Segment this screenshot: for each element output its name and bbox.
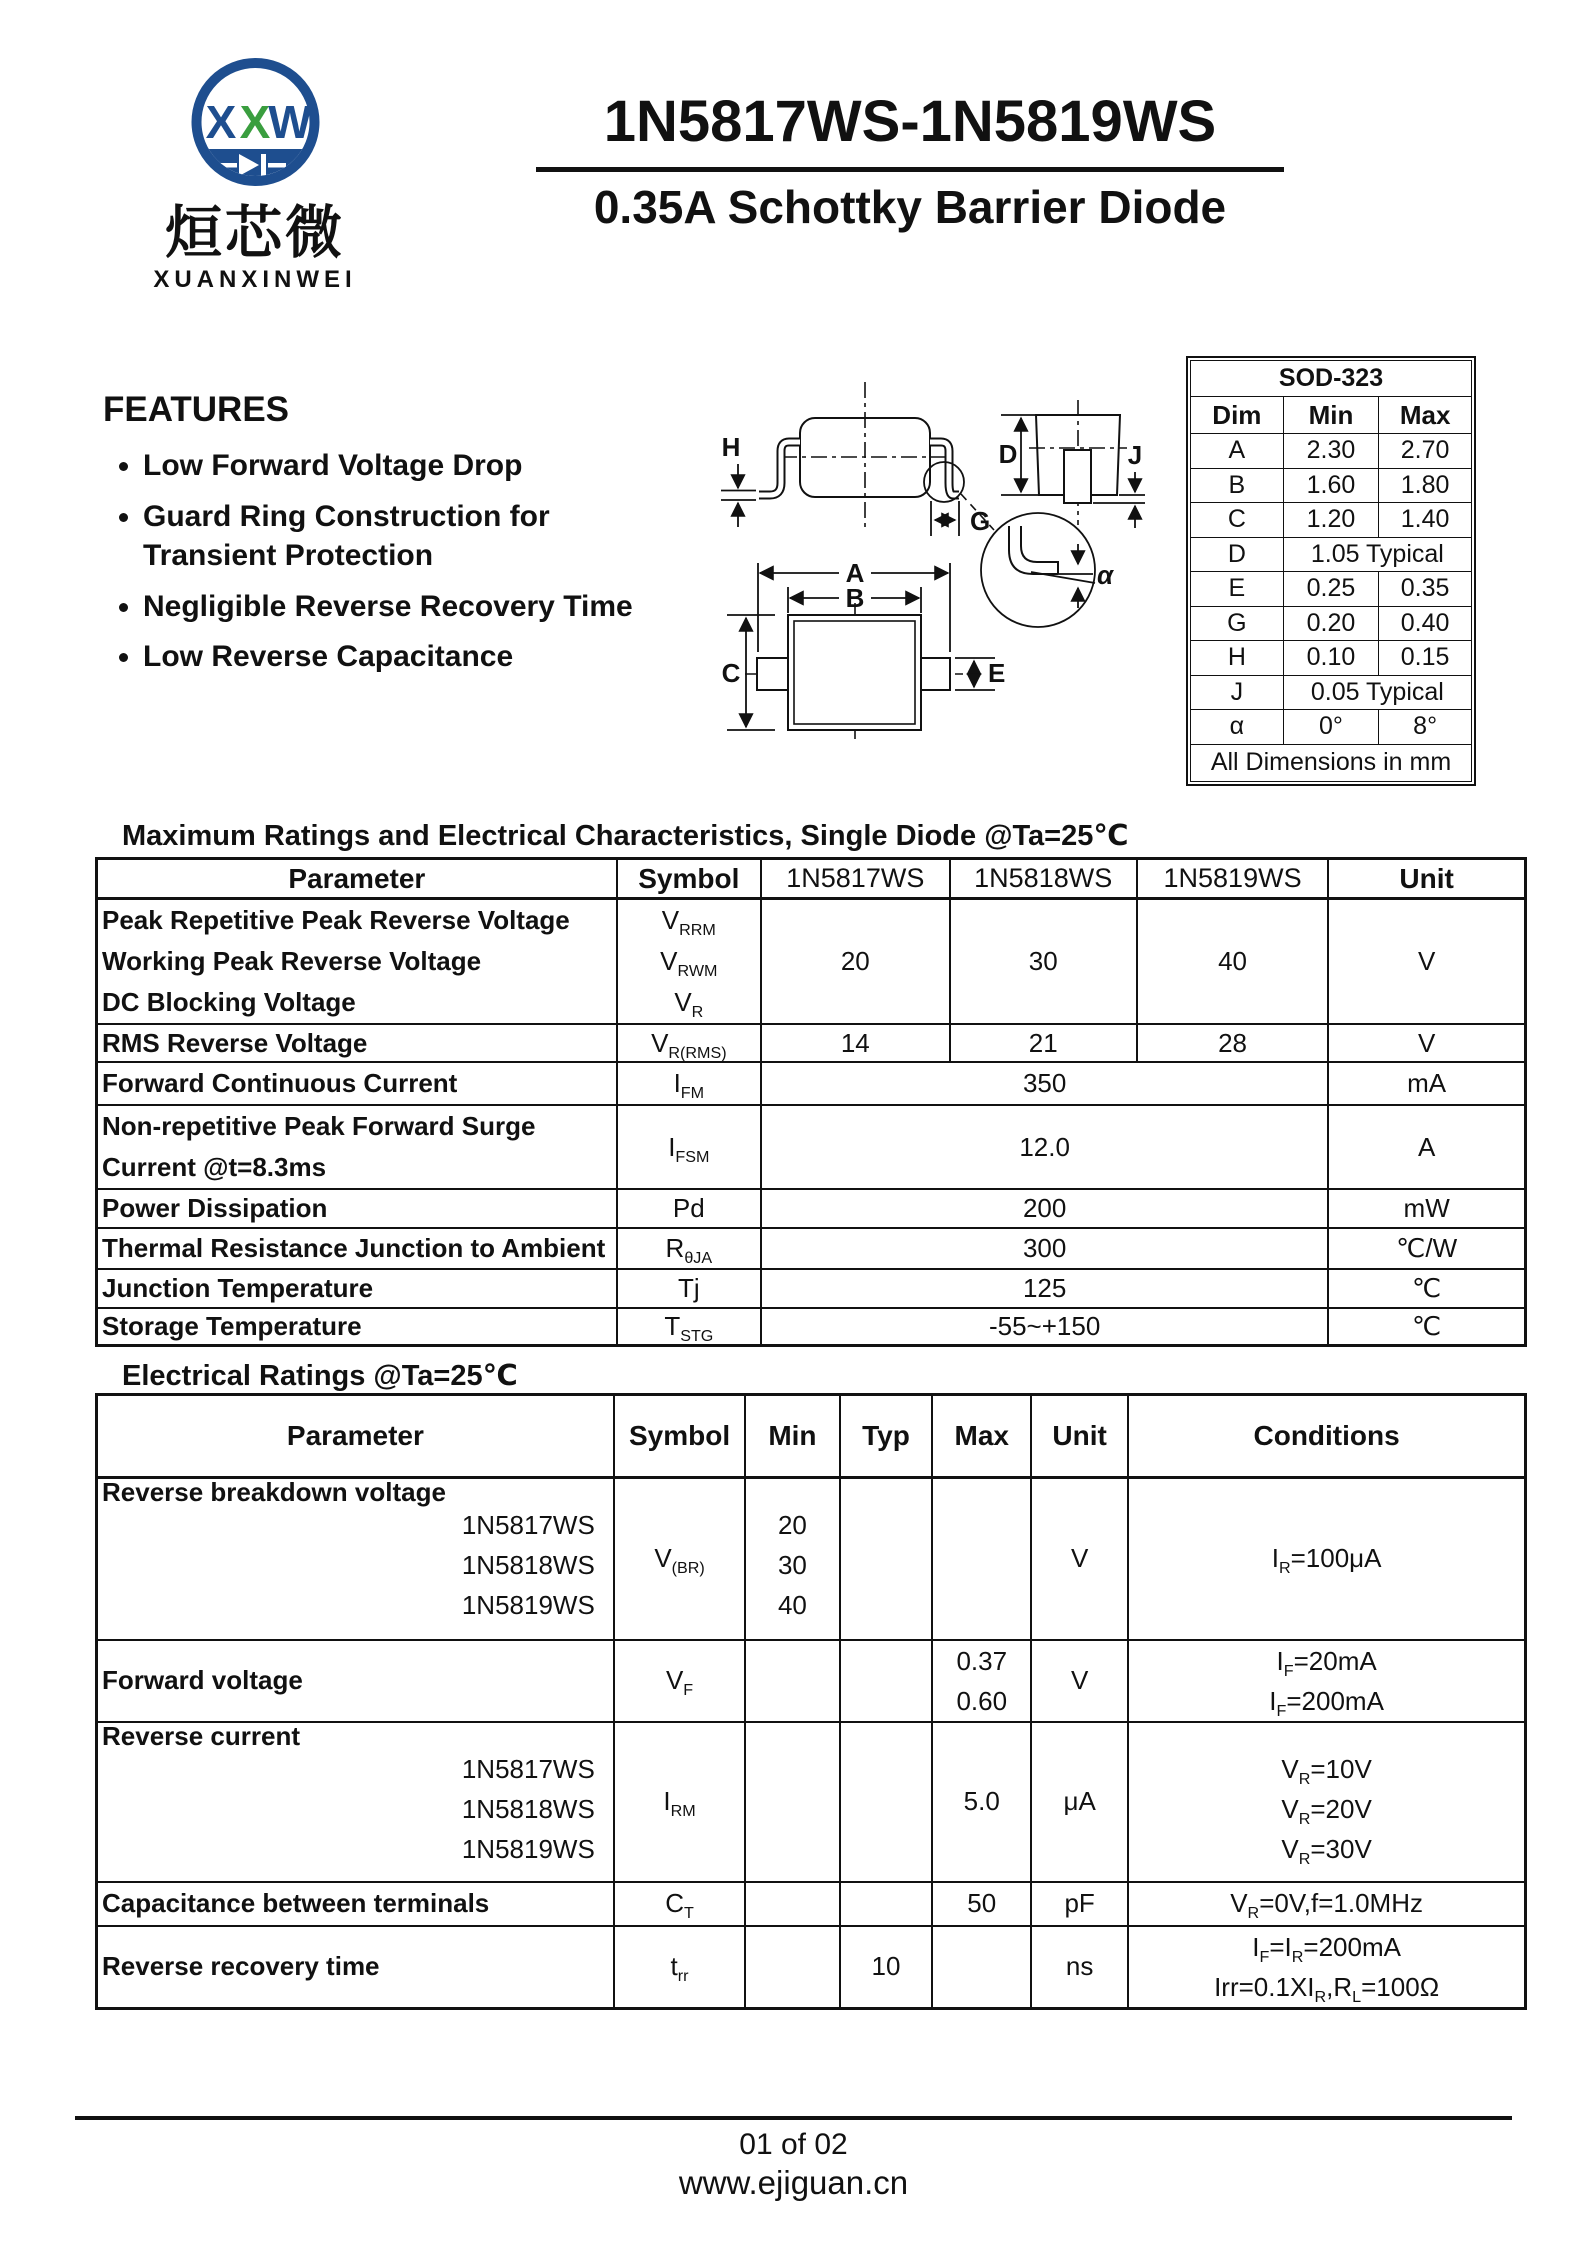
table-row: D 1.05 Typical [1191,537,1472,572]
cell-value: 125 [761,1269,1328,1308]
footer-url: www.ejiguan.cn [678,2164,909,2201]
title-block [430,88,1390,234]
cell-symbol: $t_{rr}$ [614,1926,745,2009]
cell-unit: V [1328,1024,1525,1062]
cell-parameter: Storage Temperature [97,1308,617,1345]
logo-letter: X [205,96,236,148]
cell-typ [840,1640,933,1722]
electrical-ratings-heading: Electrical Ratings @Ta=25℃ [122,1360,518,1392]
column-header: Conditions [1128,1395,1525,1478]
lead-pad-right [921,658,950,690]
cell-value: 21 [950,1024,1137,1062]
cell-value: 40 [1137,899,1328,1025]
cell-symbol: $R_{\theta JA}$ [617,1228,761,1269]
cell-unit: A [1328,1105,1525,1189]
company-name-en: XUANXINWEI [153,265,357,293]
column-header: Max [1379,397,1472,434]
cell-parameter: Reverse current 1N5817WS 1N5818WS 1N5819WS [97,1722,614,1882]
page-subtitle: 0.35A Schottky Barrier Diode [593,181,1227,233]
cell-value: 300 [761,1228,1328,1269]
cell-symbol: $V_{R(RMS)}$ [617,1024,761,1062]
cell-value: 350 [761,1062,1328,1105]
cell-parameter: Power Dissipation [97,1189,617,1228]
cell-symbol: $I_{FM}$ [617,1062,761,1105]
cell-value: 200 [761,1189,1328,1228]
cell-parameter: Thermal Resistance Junction to Ambient [97,1228,617,1269]
cell-max: 5.0 [932,1722,1031,1882]
cell-parameter: RMS Reverse Voltage [97,1024,617,1062]
lead-pad-left [757,658,788,690]
table-row [97,1722,1526,1882]
column-header: 1N5817WS [761,859,950,899]
table-row: G 0.20 0.40 [1191,606,1472,641]
detail-circle [981,513,1095,627]
column-header: Parameter [97,1395,614,1478]
title-underline [536,167,1284,172]
cell-symbol: $I_{FSM}$ [617,1105,761,1189]
cell-conditions: $I_R=100\mu A$ [1128,1478,1525,1640]
cell-parameter: Junction Temperature [97,1269,617,1308]
cell-symbol: Pd [617,1189,761,1228]
cell-value: -55~+150 [761,1308,1328,1345]
logo-mark-icon [183,52,328,197]
dim-label-H: H [721,432,741,462]
cell-symbol: $V_{(BR)}$ [614,1478,745,1640]
dim-label-E: E [988,658,1006,688]
cell-max: 50 [932,1882,1031,1926]
table-row [97,1308,1526,1345]
cell-unit: mA [1328,1062,1525,1105]
lead-right [930,442,959,495]
cell-min [745,1722,839,1882]
cell-parameter: Capacitance between terminals [97,1882,614,1926]
cell-symbol: $V_F$ [614,1640,745,1722]
detail-view [981,513,1095,627]
cell-parameter: Reverse breakdown voltage 1N5817WS 1N5818WS 1N5819WS [97,1478,614,1640]
column-header: Min [1283,397,1379,434]
cell-unit: mW [1328,1189,1525,1228]
column-header: Unit [1328,859,1525,899]
logo-letter: W [267,96,312,148]
cell-unit: ℃ [1328,1308,1525,1345]
table-row [97,1062,1526,1105]
cell-conditions: $I_F=I_R=200mA$ $Irr=0.1XI_R,R_L=100\Omega$ [1128,1926,1525,2009]
model-label: 1N5817WS [461,1510,595,1540]
cell-unit: ns [1031,1926,1128,2009]
table-row: H 0.10 0.15 [1191,641,1472,676]
cell-typ [840,1478,933,1640]
cell-value: 14 [761,1024,950,1062]
cell-symbol: $T_{STG}$ [617,1308,761,1345]
package-outline-drawing [663,360,1188,792]
cell-symbol: $I_{RM}$ [614,1722,745,1882]
features-heading: FEATURES [103,390,290,429]
table-row: α 0° 8° [1191,710,1472,745]
column-header: Parameter [97,859,617,899]
cell-min: 20 30 40 [745,1478,839,1640]
cell-min [745,1882,839,1926]
column-header: Max [932,1395,1031,1478]
cell-unit: pF [1031,1882,1128,1926]
cell-typ [840,1882,933,1926]
table-row: J 0.05 Typical [1191,675,1472,710]
column-header: Dim [1191,397,1284,434]
dim-label-C: C [721,658,741,688]
cell-value: 20 [761,899,950,1025]
cell-typ [840,1722,933,1882]
column-header: Symbol [614,1395,745,1478]
cell-parameter: Forward Continuous Current [97,1062,617,1105]
column-header: Symbol [617,859,761,899]
model-label: 1N5818WS [461,1550,595,1580]
max-ratings-heading: Maximum Ratings and Electrical Characteristics, Single Diode @Ta=25℃ [122,820,1129,852]
cell-symbol: Tj [617,1269,761,1308]
cell-symbol: $V_{RRM}$ $V_{RWM}$ $V_R$ [617,899,761,1025]
package-dimensions-table [1186,356,1476,786]
footer-divider [75,2116,1512,2120]
table-row [97,1105,1526,1189]
model-label: 1N5817WS [461,1753,595,1784]
column-header: 1N5818WS [950,859,1137,899]
cell-parameter: Reverse recovery time [97,1926,614,2009]
cell-max [932,1478,1031,1640]
page-title: 1N5817WS-1N5819WS [603,89,1217,154]
cell-parameter: Peak Repetitive Peak Reverse Voltage Working Peak Reverse Voltage DC Blocking Voltage [97,899,617,1025]
cell-max [932,1926,1031,2009]
dim-label-A: A [845,558,865,588]
table-row: C 1.20 1.40 [1191,503,1472,538]
electrical-ratings-table [95,1393,1527,2010]
dim-label-B: B [845,583,865,613]
side-view [721,382,994,536]
cell-value: 12.0 [761,1105,1328,1189]
table-header-row [97,1395,1526,1478]
model-label: 1N5819WS [461,1833,595,1864]
diode-body-top-outer [788,615,921,730]
table-row [97,1228,1526,1269]
cell-unit: V [1031,1478,1128,1640]
package-name: SOD-323 [1191,361,1472,397]
dim-label-alpha: α [1097,560,1114,590]
table-row: A 2.30 2.70 [1191,434,1472,469]
cell-unit: ℃/W [1328,1228,1525,1269]
cell-conditions: $V_R=10V$ $V_R=20V$ $V_R=30V$ [1128,1722,1525,1882]
table-row [97,1024,1526,1062]
model-label: 1N5818WS [461,1793,595,1824]
table-row [97,1189,1526,1228]
model-label: 1N5819WS [461,1590,595,1620]
column-header: Min [745,1395,839,1478]
features-section [103,390,678,688]
cell-unit: V [1031,1640,1128,1722]
table-row [97,1882,1526,1926]
dim-label-J: J [1127,440,1143,470]
page-number: 01 of 02 [739,2128,848,2161]
cell-value: 30 [950,899,1137,1025]
table-header-row [97,859,1526,899]
feature-item: • Guard Ring Construction for Transient Protection [143,497,678,576]
dim-label-D: D [998,439,1018,469]
cell-min [745,1640,839,1722]
table-row [97,899,1526,1025]
cell-max: 0.37 0.60 [932,1640,1031,1722]
logo-letter: X [239,96,270,148]
cell-parameter: Forward voltage [97,1640,614,1722]
max-ratings-table [95,857,1527,1347]
end-view [998,400,1145,528]
cell-parameter: Non-repetitive Peak Forward Surge Current @t=8.3ms [97,1105,617,1189]
company-logo [140,52,370,294]
table-row [97,1926,1526,2009]
feature-item: • Low Forward Voltage Drop [143,446,678,486]
column-header: Typ [840,1395,933,1478]
table-row [97,1640,1526,1722]
dim-label-G: G [970,506,991,536]
table-row [97,1478,1526,1640]
cell-symbol: $C_T$ [614,1882,745,1926]
cell-min [745,1926,839,2009]
company-name-cn: 烜芯微 [165,201,345,265]
cell-unit: V [1328,899,1525,1025]
lead-bend-outer [1009,526,1058,574]
column-header: Unit [1031,1395,1128,1478]
feature-item: • Low Reverse Capacitance [143,637,678,677]
features-list [103,446,678,677]
cell-unit: μA [1031,1722,1128,1882]
lead-tab [1064,450,1091,503]
table-row [97,1269,1526,1308]
cell-typ: 10 [840,1926,933,2009]
table-row: B 1.60 1.80 [1191,468,1472,503]
table-row: E 0.25 0.35 [1191,572,1472,607]
lead-bend-inner [1021,526,1058,574]
column-header: 1N5819WS [1137,859,1328,899]
cell-value: 28 [1137,1024,1328,1062]
cell-conditions: $V_R=0V,f=1.0MHz$ [1128,1882,1525,1926]
cell-unit: ℃ [1328,1269,1525,1308]
table-footnote: All Dimensions in mm [1191,744,1472,781]
cell-conditions: $I_F=20mA$ $I_F=200mA$ [1128,1640,1525,1722]
feature-item: • Negligible Reverse Recovery Time [143,587,678,627]
